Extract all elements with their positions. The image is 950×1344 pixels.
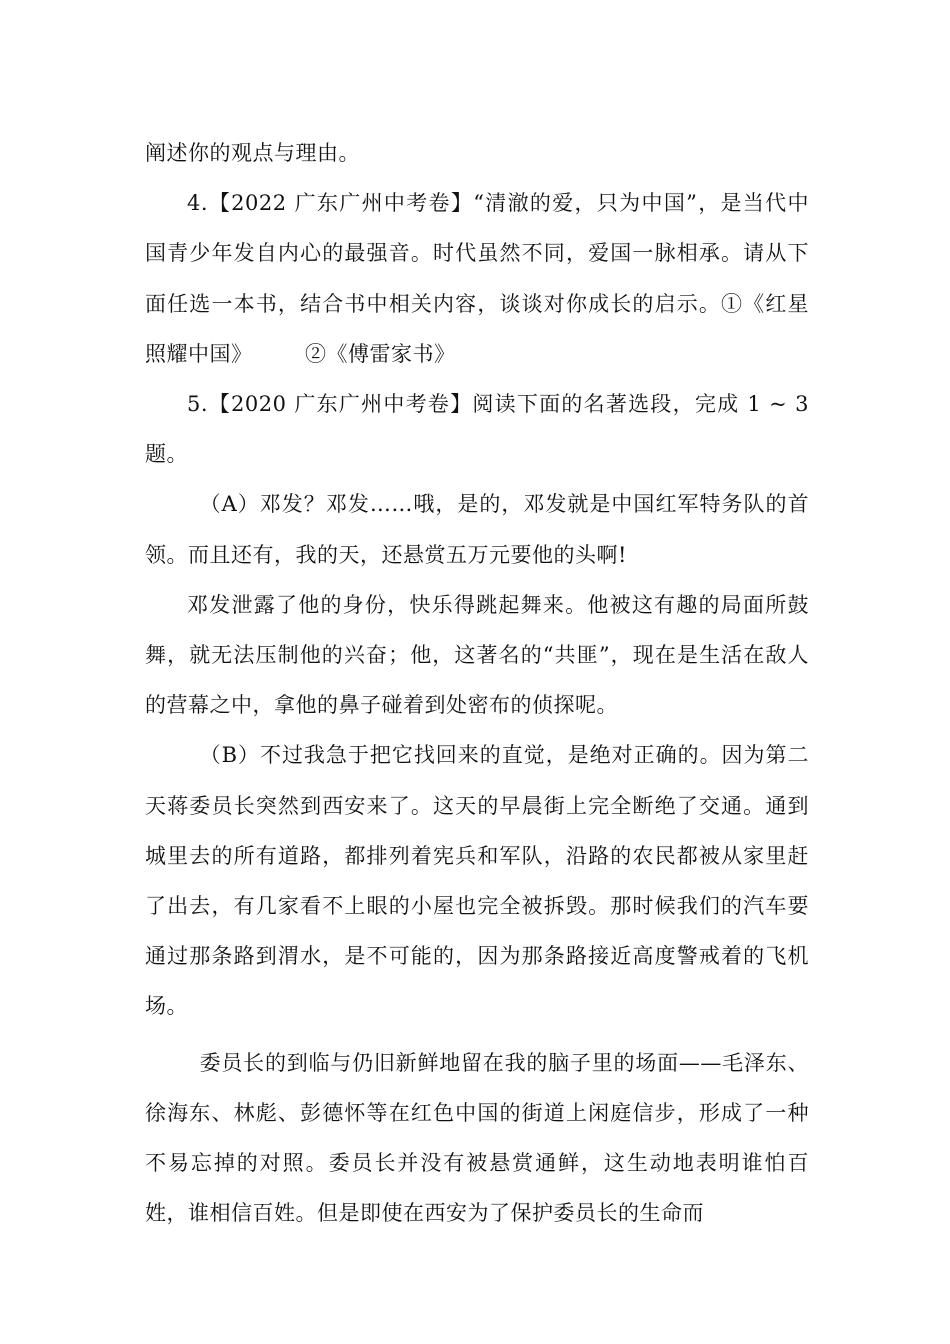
paragraph-intro-tail: 阐述你的观点与理由。: [145, 141, 360, 165]
excerpt-b-paragraph-2: 委员长的到临与仍旧新鲜地留在我的脑子里的场面——毛泽东、徐海东、林彪、彭德怀等在红色中国的街道上闲庭信步，形成了一种不易忘掉的对照。委员长并没有被悬赏通鲜，这生动地表明谁怕百姓，谁相信百姓。但是即使在西安为了保护委员长的生命而: [145, 1050, 809, 1226]
question-5-paragraph: 5.【2020 广东广州中考卷】阅读下面的名著选段，完成 1 ~ 3 题。: [145, 392, 809, 467]
document-page: [145, 128, 809, 1238]
excerpt-a-paragraph-1: （A）邓发？邓发……哦，是的，邓发就是中国红军特务队的首领。而且还有，我的天，还悬赏五万元要他的头啊!: [145, 492, 809, 567]
excerpt-b-paragraph-1: （B）不过我急于把它找回来的直觉，是绝对正确的。因为第二天蒋委员长突然到西安来了。这天的早晨街上完全断绝了交通。通到城里去的所有道路，都排列着宪兵和军队，沿路的农民都被从家里赶了出去，有几家看不上眼的小屋也完全被拆毁。那时候我们的汽车要通过那条路到渭水，是不可能的，因为那条路接近高度警戒着的飞机场。: [145, 743, 809, 1019]
question-4-text: 4.【2022 广东广州中考卷】“清澈的爱，只为中国”，是当代中国青少年发自内心的最强音。时代虽然不同，爱国一脉相承。请从下面任选一本书，结合书中相关内容，谈谈对你成长的启示。①《红星照耀中国》: [145, 191, 809, 366]
excerpt-a-paragraph-2: 邓发泄露了他的身份，快乐得跳起舞来。他被这有趣的局面所鼓舞，就无法压制他的兴奋；他，这著名的“共匪”，现在是生活在敌人的营幕之中，拿他的鼻子碰着到处密布的侦探呢。: [145, 592, 809, 718]
question-4-paragraph: [145, 178, 809, 379]
question-4-option-2: ②《傅雷家书》: [305, 341, 456, 366]
